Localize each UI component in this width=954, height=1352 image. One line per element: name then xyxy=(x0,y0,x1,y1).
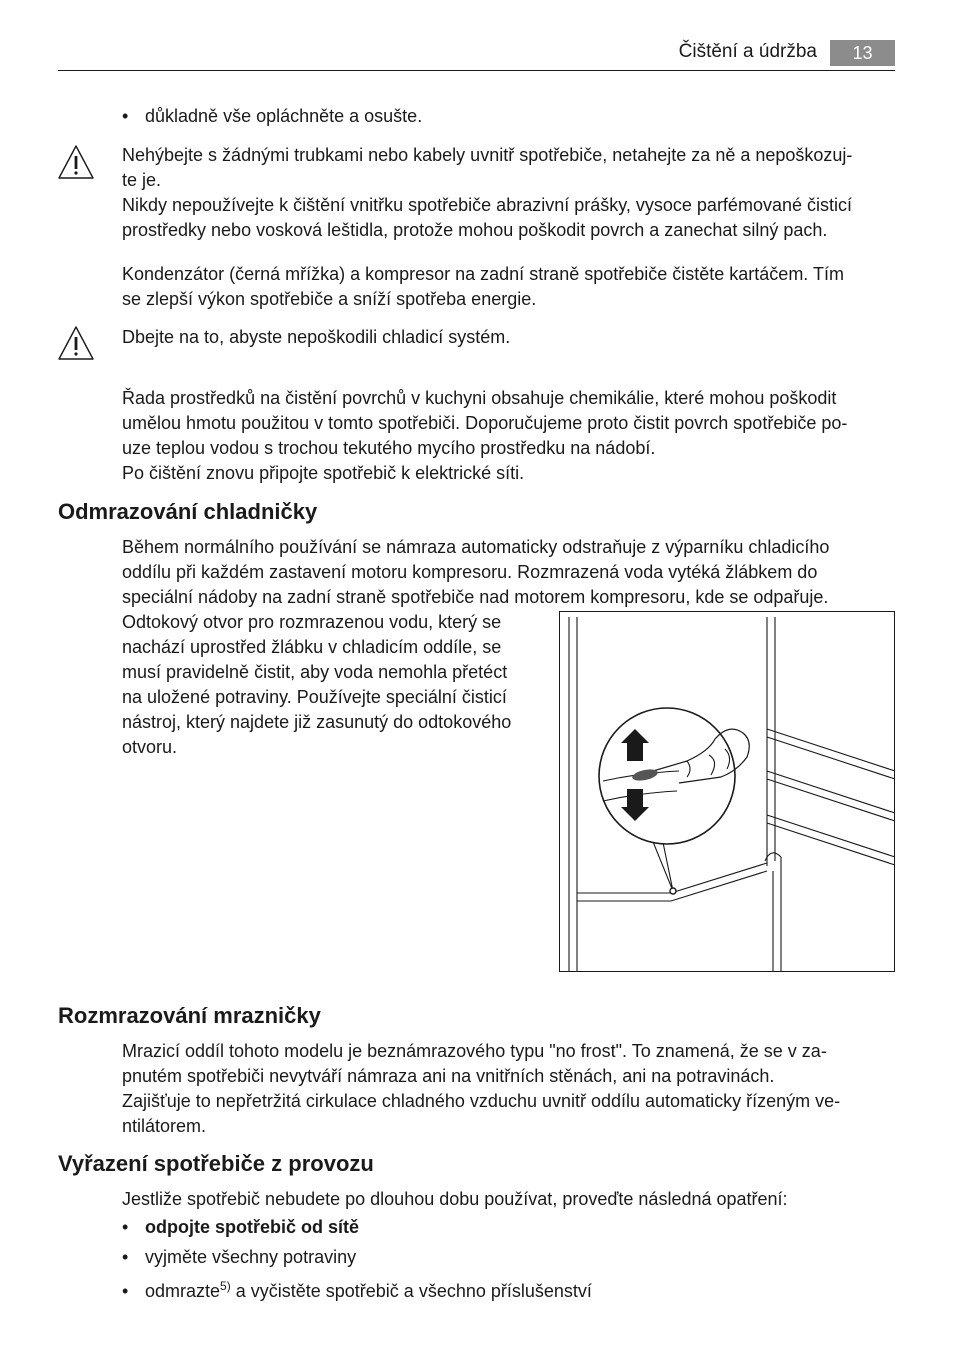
paragraph-line: Jestliže spotřebič nebudete po dlouhou dobu používat, proveďte následná opatření: xyxy=(122,1189,788,1209)
paragraph-line: se zlepší výkon spotřebiče a sníží spotřeba energie. xyxy=(122,289,537,309)
paragraph-line: Řada prostředků na čistění povrchů v kuchyni obsahuje chemikálie, které mohou poškodit xyxy=(122,388,837,408)
paragraph-line: nástroj, který najdete již zasunutý do odtokového xyxy=(122,712,512,732)
bullet-marker: • xyxy=(122,106,129,126)
paragraph-line: Kondenzátor (černá mřížka) a kompresor na zadní straně spotřebiče čistěte kartáčem. Tím xyxy=(122,264,844,284)
paragraph-line: nachází uprostřed žlábku v chladicím oddíle, se xyxy=(122,637,502,657)
page-number: 13 xyxy=(830,40,895,66)
warning-text: Dbejte na to, abyste nepoškodili chladicí systém. xyxy=(122,327,511,347)
paragraph-line: na uložené potraviny. Používejte speciální čisticí xyxy=(122,687,507,707)
footnote-reference[interactable]: 5) xyxy=(220,1279,231,1293)
paragraph-line: Zajišťuje to nepřetržitá cirkulace chladného vzduchu uvnitř oddílu automaticky řízeným ve- xyxy=(122,1091,841,1111)
paragraph-line: ntilátorem. xyxy=(122,1116,207,1136)
bullet-marker: • xyxy=(122,1247,129,1267)
warning-text-line: prostředky nebo vosková leštidla, protože mohou poškodit povrch a zanechat silný pach. xyxy=(122,220,828,240)
drain-cleaning-illustration xyxy=(559,611,895,972)
paragraph-line: musí pravidelně čistit, aby voda nemohla přetéct xyxy=(122,662,508,682)
warning-text-line: Nehýbejte s žádnými trubkami nebo kabely uvnitř spotřebiče, netahejte za ně a nepoškozuj- xyxy=(122,145,853,165)
section-header-title: Čištění a údržba xyxy=(678,41,817,62)
header-rule xyxy=(58,70,895,71)
intro-bullet-text: důkladně vše opláchněte a osušte. xyxy=(145,106,423,126)
paragraph-line: Po čištění znovu připojte spotřebič k elektrické síti. xyxy=(122,463,525,483)
section-heading: Rozmrazování mrazničky xyxy=(58,1003,321,1028)
paragraph-line: pnutém spotřebiči nevytváří námraza ani na vnitřních stěnách, ani na potravinách. xyxy=(122,1066,775,1086)
bullet-text-with-footnote xyxy=(145,1281,592,1302)
bullet-text: vyjměte všechny potraviny xyxy=(145,1247,357,1267)
bullet-marker: • xyxy=(122,1217,129,1237)
bullet-text: odmrazte xyxy=(145,1281,221,1301)
warning-text-line: te je. xyxy=(122,170,162,190)
paragraph-line: Během normálního používání se námraza automaticky odstraňuje z výparníku chladicího xyxy=(122,537,830,557)
paragraph-line: umělou hmotu použitou v tomto spotřebiči. Doporučujeme proto čistit povrch spotřebiče po- xyxy=(122,413,848,433)
warning-text-line: Nikdy nepoužívejte k čištění vnitřku spotřebiče abrazivní prášky, vysoce parfémované čisticí xyxy=(122,195,852,215)
paragraph-line: oddílu při každém zastavení motoru kompresoru. Rozmrazená voda vytéká žlábkem do xyxy=(122,562,818,582)
paragraph-line: Odtokový otvor pro rozmrazenou vodu, který se xyxy=(122,612,502,632)
bullet-text: odpojte spotřebič od sítě xyxy=(145,1217,360,1237)
bullet-marker: • xyxy=(122,1281,129,1301)
section-heading: Vyřazení spotřebiče z provozu xyxy=(58,1151,374,1176)
paragraph-line: uze teplou vodou s trochou tekutého mycího prostředku na nádobí. xyxy=(122,438,656,458)
section-heading: Odmrazování chladničky xyxy=(58,499,318,524)
warning-triangle-icon xyxy=(57,144,95,180)
paragraph-line: otvoru. xyxy=(122,737,178,757)
bullet-text: a vyčistěte spotřebič a všechno příslušenství xyxy=(235,1281,592,1301)
warning-triangle-icon xyxy=(57,325,95,361)
paragraph-line: speciální nádoby na zadní straně spotřebiče nad motorem kompresoru, kde se odpařuje. xyxy=(122,587,829,607)
paragraph-line: Mrazicí oddíl tohoto modelu je beznámrazového typu "no frost". To znamená, že se v za- xyxy=(122,1041,827,1061)
